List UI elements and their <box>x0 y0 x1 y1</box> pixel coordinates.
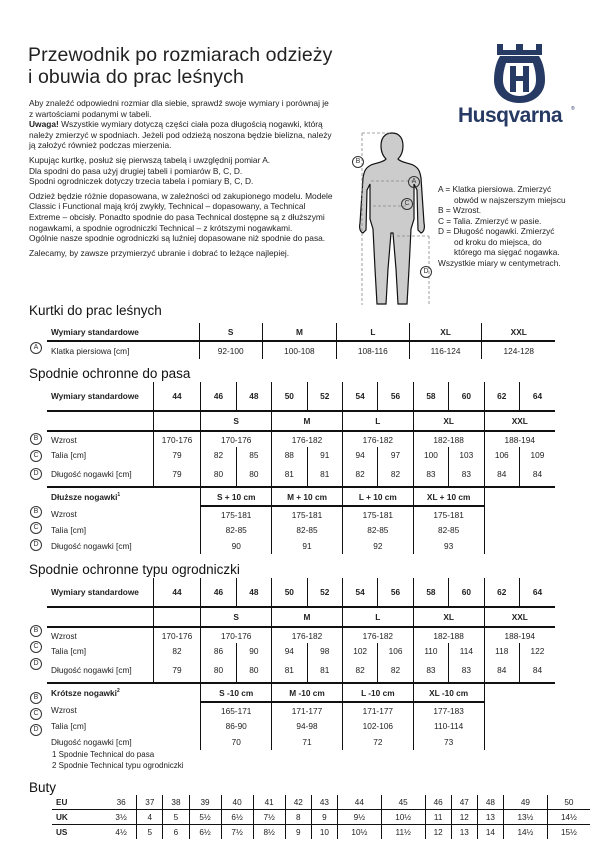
intro-note: Uwaga! Wszystkie wymiary dotyczą części ciała poza długością nogawki, którą należy zmierzyć w spodniach. Jeżeli pod odzieżą noszona będzie bielizna, należy ją założyć również podczas mierzenia. <box>29 119 332 151</box>
cell: 36 <box>116 797 126 807</box>
size-letter: XXL <box>484 607 555 627</box>
cell: 182-188 <box>413 627 484 643</box>
cell: 6 <box>163 825 189 840</box>
shoe-row-eu <box>52 795 590 810</box>
cell: 79 <box>153 447 201 462</box>
intro-p6: Ogólnie nasze spodnie ogrodniczki są luźniej dopasowane niż spodnie do pasa. <box>29 233 326 244</box>
cell: 93 <box>413 538 484 554</box>
footnote-1: 1 Spodnie Technical do pasa <box>52 750 155 759</box>
cell: 50 <box>547 795 590 810</box>
size-header: S <box>199 323 262 341</box>
cell: 176-182 <box>342 431 413 447</box>
empty-cell <box>484 506 555 522</box>
marker-c: C <box>30 450 42 462</box>
cell: 82 <box>378 462 413 487</box>
cell: 9 <box>311 810 337 825</box>
extension-size: S + 10 cm <box>201 487 272 506</box>
cell: 176-182 <box>272 627 343 643</box>
size-number: 56 <box>378 578 413 607</box>
row-label: Wzrost <box>47 431 153 447</box>
cell: 4 <box>137 810 163 825</box>
row-label: Klatka piersiowa [cm] <box>47 341 199 359</box>
shoe-row-uk <box>52 810 590 825</box>
extension-size: XL -10 cm <box>413 683 484 702</box>
cell: 6½ <box>221 810 253 825</box>
cell: 176-182 <box>272 431 343 447</box>
brand-logo-text: Husqvarna <box>458 104 563 127</box>
intro-p7: Zalecamy, by zawsze przymierzyć ubranie i dobrać to leżące najlepiej. <box>29 247 290 258</box>
marker-a: A <box>30 342 42 354</box>
cell: 84 <box>484 658 519 683</box>
cell: 175-181 <box>201 506 272 522</box>
size-number: 60 <box>449 578 484 607</box>
cell: 100 <box>413 447 448 462</box>
marker-c: C <box>401 198 413 210</box>
legend-d-cont1: od kroku do miejsca, do <box>454 236 542 247</box>
cell: 103 <box>449 447 484 462</box>
marker-b: B <box>30 506 42 518</box>
table-row <box>47 627 555 643</box>
footnote-ref: 2 <box>116 688 120 695</box>
extension-size: L -10 cm <box>342 683 413 702</box>
marker-c: C <box>30 522 42 534</box>
cell: 14½ <box>547 810 590 825</box>
cell: 165-171 <box>201 702 272 718</box>
cell: 110 <box>413 643 448 658</box>
cell: 82-85 <box>342 522 413 538</box>
cell: 47 <box>451 795 477 810</box>
extension-label: Dłuższe nogawki$^1$ <box>47 487 201 506</box>
extension-label: Krótsze nogawki$^2$ <box>47 683 201 702</box>
row-label: Talia [cm] <box>51 525 87 535</box>
size-number: 50 <box>272 382 307 411</box>
measurement-legend <box>438 184 607 268</box>
cell: 170-176 <box>153 431 201 447</box>
cell: 116-124 <box>409 341 482 359</box>
cell: 7½ <box>253 810 285 825</box>
cell: 4½ <box>106 825 137 840</box>
row-label: Wzrost <box>51 705 77 715</box>
jackets-title: Kurtki do prac leśnych <box>29 303 162 318</box>
empty-cell <box>484 487 555 506</box>
cell: 40 <box>221 795 253 810</box>
row-label: Długość nogawki [cm] <box>51 541 132 551</box>
cell: 82-85 <box>413 522 484 538</box>
cell: 106 <box>378 643 413 658</box>
marker-d: D <box>30 539 42 551</box>
size-number: 58 <box>413 578 448 607</box>
cell: 124-128 <box>482 341 555 359</box>
cell: 80 <box>236 462 271 487</box>
bib-trousers-table <box>47 578 555 750</box>
empty-cell <box>484 522 555 538</box>
row-label: US <box>52 825 106 840</box>
footnote-ref: 1 <box>117 492 121 499</box>
table-row <box>47 506 555 522</box>
numbers-row <box>47 578 555 607</box>
cell: 81 <box>307 462 342 487</box>
table-row <box>47 718 555 734</box>
empty-cell <box>153 607 201 627</box>
size-letter: S <box>201 607 272 627</box>
intro-p1: Aby znaleźć odpowiedni rozmiar dla siebie, sprawdź swoje wymiary i porównaj je z wartościami podanymi w tabeli. <box>29 98 329 119</box>
table-row <box>47 734 555 750</box>
row-label: UK <box>52 810 106 825</box>
legend-a: A = Klatka piersiowa. Zmierzyć <box>438 184 552 194</box>
marker-d: D <box>30 724 42 736</box>
size-header: M <box>262 323 336 341</box>
cell: 12 <box>425 825 451 840</box>
table-row <box>47 658 555 683</box>
size-number: 44 <box>153 578 201 607</box>
cell: 41 <box>253 795 285 810</box>
legend-d: D = Długość nogawki. Zmierzyć <box>438 226 555 236</box>
shoes-title: Buty <box>29 780 57 795</box>
cell: 5½ <box>189 810 221 825</box>
cell: 46 <box>425 795 451 810</box>
cell: 86 <box>201 643 236 658</box>
cell: 82 <box>342 462 377 487</box>
size-letter: XL <box>413 607 484 627</box>
legend-d-cont2: którego ma sięgać nogawka. <box>454 247 560 257</box>
cell: 83 <box>449 658 484 683</box>
cell: 83 <box>413 658 448 683</box>
extension-size: XL + 10 cm <box>413 487 484 506</box>
size-letter: L <box>342 607 413 627</box>
size-number: 58 <box>413 382 448 411</box>
cell: 170-176 <box>153 627 201 643</box>
cell: 84 <box>484 462 519 487</box>
title-line-2: i obuwia do prac leśnych <box>28 66 244 88</box>
registered-mark: ® <box>571 106 575 112</box>
size-number: 52 <box>307 578 342 607</box>
cell: 37 <box>137 795 163 810</box>
extension-size: M -10 cm <box>272 683 343 702</box>
cell: 82 <box>342 658 377 683</box>
cell: 102-106 <box>342 718 413 734</box>
marker-d: D <box>30 468 42 480</box>
cell: 5 <box>137 825 163 840</box>
size-letter: L <box>342 411 413 431</box>
row-label: Długość nogawki [cm] <box>51 737 132 747</box>
size-number: 62 <box>484 578 519 607</box>
footnote-2: 2 Spodnie Technical typu ogrodniczki <box>52 761 184 770</box>
cell: 10½ <box>337 825 381 840</box>
size-letter: M <box>272 607 343 627</box>
husqvarna-crown-h-icon <box>492 44 547 104</box>
cell: 6½ <box>189 825 221 840</box>
cell: 49 <box>504 795 548 810</box>
size-number: 54 <box>342 578 377 607</box>
legend-b: B = Wzrost. <box>438 205 482 215</box>
cell: 38 <box>163 795 189 810</box>
row-label: Talia [cm] <box>51 449 87 460</box>
size-header: XL <box>409 323 482 341</box>
cell: 9½ <box>337 810 381 825</box>
cell: 92 <box>342 538 413 554</box>
cell: 108-116 <box>336 341 409 359</box>
empty-cell <box>484 683 555 702</box>
cell: 13 <box>451 825 477 840</box>
cell: 13 <box>477 810 503 825</box>
size-number: 64 <box>519 578 555 607</box>
cell: 73 <box>413 734 484 750</box>
cell: 175-181 <box>272 506 343 522</box>
cell: 7½ <box>221 825 253 840</box>
table-row <box>47 431 555 447</box>
cell: 82 <box>378 658 413 683</box>
cell: 79 <box>153 658 201 683</box>
cell: 98 <box>307 643 342 658</box>
cell: 70 <box>201 734 272 750</box>
cell: 11 <box>425 810 451 825</box>
row-label: Wzrost <box>47 627 153 643</box>
cell: 82-85 <box>201 522 272 538</box>
marker-b: B <box>30 625 42 637</box>
cell: 39 <box>189 795 221 810</box>
marker-b: B <box>30 433 42 445</box>
row-label: Talia [cm] <box>51 645 87 656</box>
cell: 8 <box>285 810 311 825</box>
size-letter: XL <box>413 411 484 431</box>
marker-b: B <box>352 156 364 168</box>
empty-cell <box>484 702 555 718</box>
row-label: Długość nogawki [cm] <box>51 469 132 479</box>
row-label: EU <box>56 797 68 807</box>
cell: 91 <box>272 538 343 554</box>
legend-a-cont: obwód w najszerszym miejscu <box>454 194 566 205</box>
empty-cell <box>47 607 153 627</box>
cell: 91 <box>307 447 342 462</box>
cell: 188-194 <box>484 627 555 643</box>
empty-cell <box>484 538 555 554</box>
cell: 9 <box>285 825 311 840</box>
cell: 90 <box>201 538 272 554</box>
extension-size: L + 10 cm <box>342 487 413 506</box>
intro-p3: Dla spodni do pasa użyj drugiej tabeli i pomiarów B, C, D. <box>29 165 243 176</box>
cell: 13½ <box>504 810 548 825</box>
legend-c: C = Talia. Zmierzyć w pasie. <box>438 215 542 226</box>
cell: 15½ <box>547 825 590 840</box>
cell: 110-114 <box>413 718 484 734</box>
cell: 188-194 <box>484 431 555 447</box>
size-number: 48 <box>236 578 271 607</box>
size-number: 44 <box>153 382 201 411</box>
waist-trousers-table <box>47 382 555 554</box>
cell: 175-181 <box>342 506 413 522</box>
size-header: L <box>336 323 409 341</box>
size-number: 46 <box>201 578 236 607</box>
row-label: Długość nogawki [cm] <box>51 665 132 675</box>
row-label: Wzrost <box>51 509 77 519</box>
cell: 10½ <box>381 810 425 825</box>
extension-size: M + 10 cm <box>272 487 343 506</box>
cell: 100-108 <box>262 341 336 359</box>
cell: 71 <box>272 734 343 750</box>
size-header: XXL <box>482 323 555 341</box>
marker-a: A <box>408 176 420 188</box>
cell: 86-90 <box>201 718 272 734</box>
size-number: 50 <box>272 578 307 607</box>
cell: 42 <box>285 795 311 810</box>
cell: 182-188 <box>413 431 484 447</box>
cell: 171-177 <box>342 702 413 718</box>
waist-trousers-title: Spodnie ochronne do pasa <box>29 366 191 381</box>
cell: 8½ <box>253 825 285 840</box>
cell: 14½ <box>504 825 548 840</box>
cell: 94 <box>342 447 377 462</box>
cell: 72 <box>342 734 413 750</box>
empty-cell <box>47 411 153 431</box>
cell: 11½ <box>381 825 425 840</box>
cell: 85 <box>236 447 271 462</box>
table-row <box>47 643 555 658</box>
cell: 10 <box>311 825 337 840</box>
marker-c: C <box>30 641 42 653</box>
extension-header-row <box>47 487 555 506</box>
cell: 81 <box>272 658 307 683</box>
cell: 3½ <box>106 810 137 825</box>
marker-b: B <box>30 692 42 704</box>
size-number: 62 <box>484 382 519 411</box>
size-number: 64 <box>519 382 555 411</box>
letter-size-row <box>47 411 555 431</box>
size-number: 46 <box>201 382 236 411</box>
table-row <box>47 462 555 487</box>
cell: 90 <box>236 643 271 658</box>
size-number: 54 <box>342 382 377 411</box>
cell: 82 <box>201 447 236 462</box>
cell: 97 <box>378 447 413 462</box>
cell: 80 <box>201 462 236 487</box>
cell: 12 <box>451 810 477 825</box>
table-row <box>47 341 555 359</box>
page-title <box>28 44 333 88</box>
cell: 176-182 <box>342 627 413 643</box>
jackets-table <box>47 323 555 359</box>
size-letter: XXL <box>484 411 555 431</box>
size-number: 52 <box>307 382 342 411</box>
shoe-size-table <box>52 795 590 839</box>
cell: 45 <box>381 795 425 810</box>
cell: 102 <box>342 643 377 658</box>
cell: 82 <box>153 643 201 658</box>
extension-header-row <box>47 683 555 702</box>
size-number: 60 <box>449 382 484 411</box>
size-number: 56 <box>378 382 413 411</box>
cell: 79 <box>153 462 201 487</box>
cell: 44 <box>337 795 381 810</box>
marker-d: D <box>420 266 432 278</box>
cell: 48 <box>477 795 503 810</box>
cell: 84 <box>519 658 555 683</box>
intro-p4: Spodni ogrodniczek dotyczy trzecia tabela i pomiary B, C, D. <box>29 176 254 187</box>
cell: 118 <box>484 643 519 658</box>
cell: 88 <box>272 447 307 462</box>
cell: 94-98 <box>272 718 343 734</box>
cell: 84 <box>519 462 555 487</box>
table-row <box>47 447 555 462</box>
cell: 171-177 <box>272 702 343 718</box>
cell: 177-183 <box>413 702 484 718</box>
numbers-row <box>47 382 555 411</box>
size-number: 48 <box>236 382 271 411</box>
cell: 80 <box>236 658 271 683</box>
legend-units-note: Wszystkie miary w centymetrach. <box>438 257 561 268</box>
cell: 175-181 <box>413 506 484 522</box>
cell: 122 <box>519 643 555 658</box>
letter-size-row <box>47 607 555 627</box>
intro-p5: Odzież będzie różnie dopasowana, w zależności od zakupionego modelu. Modele Classic i Functional mają krój zwykły, Technical – dopasowany, a Technical Extreme – obcisły. Ponadto spodnie do pasa Technical dostępne są z dłuższymi nogawkami, a spodnie ogrodniczki Technical – z krótszymi nogawkami. <box>29 190 333 233</box>
cell: 82-85 <box>272 522 343 538</box>
cell: 109 <box>519 447 555 462</box>
cell: 170-176 <box>201 627 272 643</box>
cell: 106 <box>484 447 519 462</box>
cell: 94 <box>272 643 307 658</box>
cell: 43 <box>311 795 337 810</box>
empty-cell <box>153 411 201 431</box>
marker-d: D <box>30 658 42 670</box>
header-label: Wymiary standardowe <box>51 391 139 401</box>
marker-c: C <box>30 708 42 720</box>
cell: 170-176 <box>201 431 272 447</box>
empty-cell <box>484 734 555 750</box>
row-label: Talia [cm] <box>51 721 87 731</box>
body-silhouette <box>360 133 425 304</box>
header-label: Wymiary standardowe <box>51 587 139 597</box>
table-row <box>47 538 555 554</box>
table-row <box>47 522 555 538</box>
cell: 81 <box>272 462 307 487</box>
cell: 5 <box>163 810 189 825</box>
size-letter: M <box>272 411 343 431</box>
table-header-row <box>47 323 555 341</box>
cell: 80 <box>201 658 236 683</box>
extension-size: S -10 cm <box>201 683 272 702</box>
cell: 114 <box>449 643 484 658</box>
header-label: Wymiary standardowe <box>51 326 139 337</box>
empty-cell <box>484 718 555 734</box>
intro-text <box>29 98 334 262</box>
cell: 81 <box>307 658 342 683</box>
bib-trousers-title: Spodnie ochronne typu ogrodniczki <box>29 562 240 577</box>
cell: 83 <box>449 462 484 487</box>
intro-p2: Kupując kurtkę, posłuż się pierwszą tabelą i uwzględnij pomiar A. <box>29 154 271 165</box>
title-line-1: Przewodnik po rozmiarach odzieży <box>28 44 333 66</box>
cell: 92-100 <box>199 341 262 359</box>
cell: 83 <box>413 462 448 487</box>
cell: 14 <box>477 825 503 840</box>
size-letter: S <box>201 411 272 431</box>
table-row <box>47 702 555 718</box>
shoe-row-us <box>52 825 590 840</box>
